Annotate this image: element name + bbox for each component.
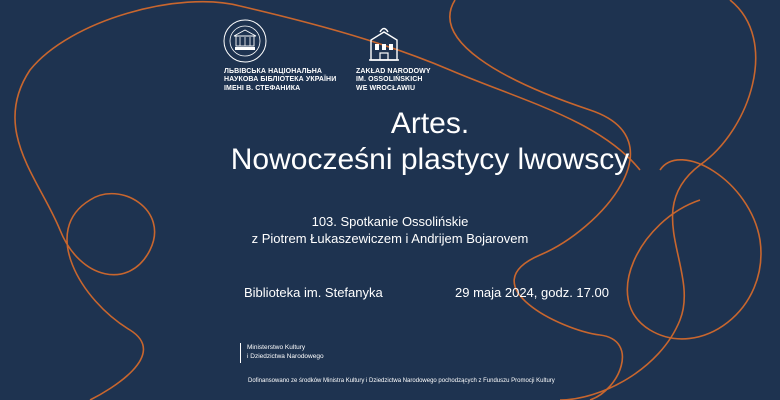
ministry-name-line: i Dziedzictwa Narodowego xyxy=(247,352,324,360)
event-datetime: 29 maja 2024, godz. 17.00 xyxy=(455,285,609,300)
ossolineum-name xyxy=(356,68,466,93)
library-name-line: ЛЬВІВСЬКА НАЦІОНАЛЬНА xyxy=(224,68,323,75)
library-seal-icon xyxy=(222,18,268,64)
library-name-line: НАУКОВА БІБЛІОТЕКА УКРАЇНИ xyxy=(224,76,337,84)
event-title-line: Artes. xyxy=(390,107,470,140)
ministry-name xyxy=(247,344,387,361)
ministry-logo-bar xyxy=(240,343,241,363)
ossolineum-building-icon xyxy=(368,24,400,62)
ministry-name-line: Ministerstwo Kultury xyxy=(247,344,306,351)
event-title-line: Nowocześni plastycy lwowscy xyxy=(230,143,630,176)
library-name xyxy=(224,68,354,93)
ossolineum-name-line: IM. OSSOLIŃSKICH xyxy=(356,76,423,84)
ossolineum-name-line: ZAKŁAD NARODOWY xyxy=(356,68,431,75)
event-subtitle-line: 103. Spotkanie Ossolińskie xyxy=(311,214,469,229)
event-subtitle xyxy=(190,213,590,247)
event-subtitle-line: z Piotrem Łukaszewiczem i Andrijem Bojarovem xyxy=(251,231,529,246)
ossolineum-name-line: WE WROCŁAWIU xyxy=(356,84,416,92)
library-name-line: ІМЕНІ В. СТЕФАНИКА xyxy=(224,84,301,92)
event-title xyxy=(150,106,710,178)
event-venue: Biblioteka im. Stefanyka xyxy=(244,285,383,300)
funding-note: Dofinansowano ze środków Ministra Kultury i Dziedzictwa Narodowego pochodzących z Funduszu Promocji Kultury xyxy=(248,378,555,384)
